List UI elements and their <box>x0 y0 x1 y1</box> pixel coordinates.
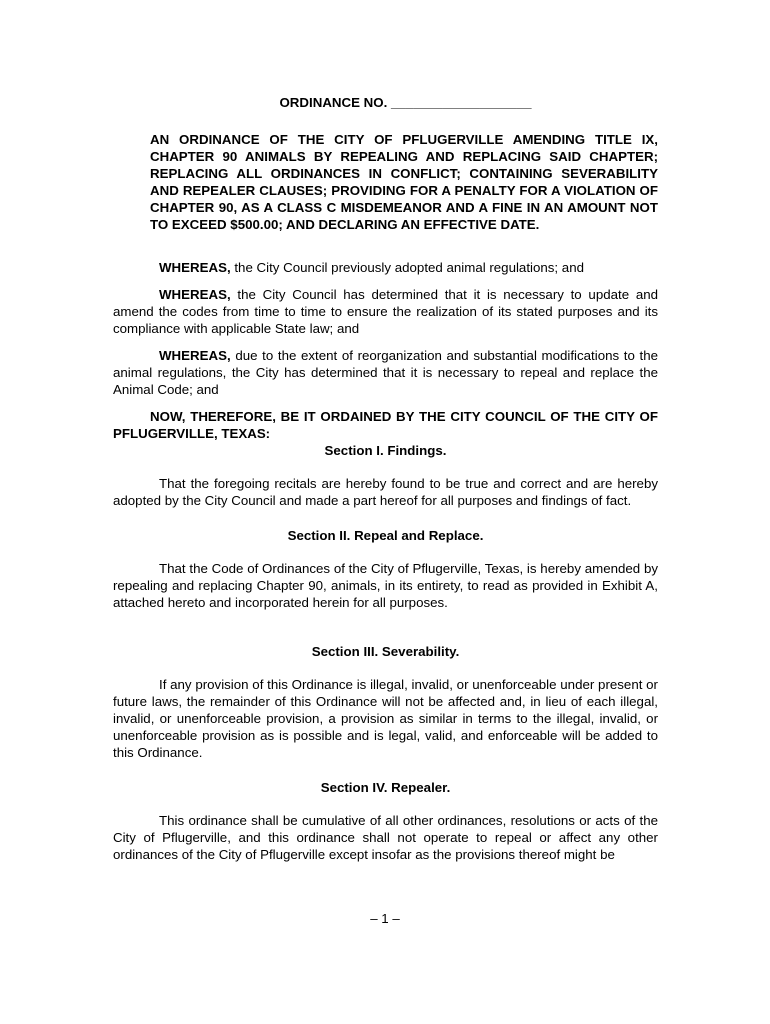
ordinance-caption: AN ORDINANCE OF THE CITY OF PFLUGERVILLE AMENDING TITLE IX, CHAPTER 90 ANIMALS BY REPEALING AND REPLACING SAID CHAPTER; REPLACING ALL ORDINANCES IN CONFLICT; CONTAINING SEVERABILITY AND REPEALER CLAUSES; PROVIDING FOR A PENALTY FOR A VIOLATION OF CHAPTER 90, AS A CLASS C MISDEMEANOR AND A FINE IN AN AMOUNT NOT TO EXCEED $500.00; AND DECLARING AN EFFECTIVE DATE. <box>150 132 658 232</box>
enacting-clause: NOW, THEREFORE, BE IT ORDAINED BY THE CITY COUNCIL OF THE CITY OF PFLUGERVILLE, TEXAS: <box>113 409 658 441</box>
section-2-body: That the Code of Ordinances of the City of Pflugerville, Texas, is hereby amended by repealing and replacing Chapter 90, animals, in its entirety, to read as provided in Exhibit A, attached hereto and incorporated herein for all purposes. <box>113 561 658 610</box>
section-4-heading: Section IV. Repealer. <box>320 780 451 795</box>
whereas-lead: WHEREAS, <box>159 348 231 363</box>
whereas-text: the City Council previously adopted animal regulations; and <box>230 260 584 275</box>
section-3-heading: Section III. Severability. <box>311 644 460 659</box>
ordinance-number: ORDINANCE NO. ___________________ <box>279 95 532 110</box>
whereas-clause-2 <box>113 286 658 337</box>
section-4-body: This ordinance shall be cumulative of all other ordinances, resolutions or acts of the City of Pflugerville, and this ordinance shall not operate to repeal or affect any other ordinances of the City of Pflugerville except insofar as the provisions thereof might be <box>113 813 658 862</box>
section-3-body: If any provision of this Ordinance is illegal, invalid, or unenforceable under present or future laws, the remainder of this Ordinance will not be affected and, in lieu of each illegal, invalid, or unenforceable provision, a provision as similar in terms to the illegal, invalid, or unenforceable provision as is possible and is legal, valid, and enforceable will be added to this Ordinance. <box>113 677 658 760</box>
section-1-heading: Section I. Findings. <box>324 443 447 458</box>
whereas-text: the City Council has determined that it is necessary to update and amend the codes from time to time to ensure the realization of its stated purposes and its compliance with applicable State law; and <box>113 287 658 336</box>
page-number: – 1 – <box>370 911 400 926</box>
whereas-lead: WHEREAS, <box>159 287 231 302</box>
whereas-clause-3 <box>113 347 658 398</box>
whereas-text: due to the extent of reorganization and substantial modifications to the animal regulations, the City has determined that it is necessary to repeal and replace the Animal Code; and <box>113 348 658 397</box>
section-2-heading: Section II. Repeal and Replace. <box>287 528 484 543</box>
document-page <box>113 94 658 863</box>
whereas-lead: WHEREAS, <box>159 260 231 275</box>
whereas-clause-1 <box>113 259 658 276</box>
section-1-body: That the foregoing recitals are hereby found to be true and correct and are hereby adopted by the City Council and made a part hereof for all purposes and findings of fact. <box>113 476 658 508</box>
